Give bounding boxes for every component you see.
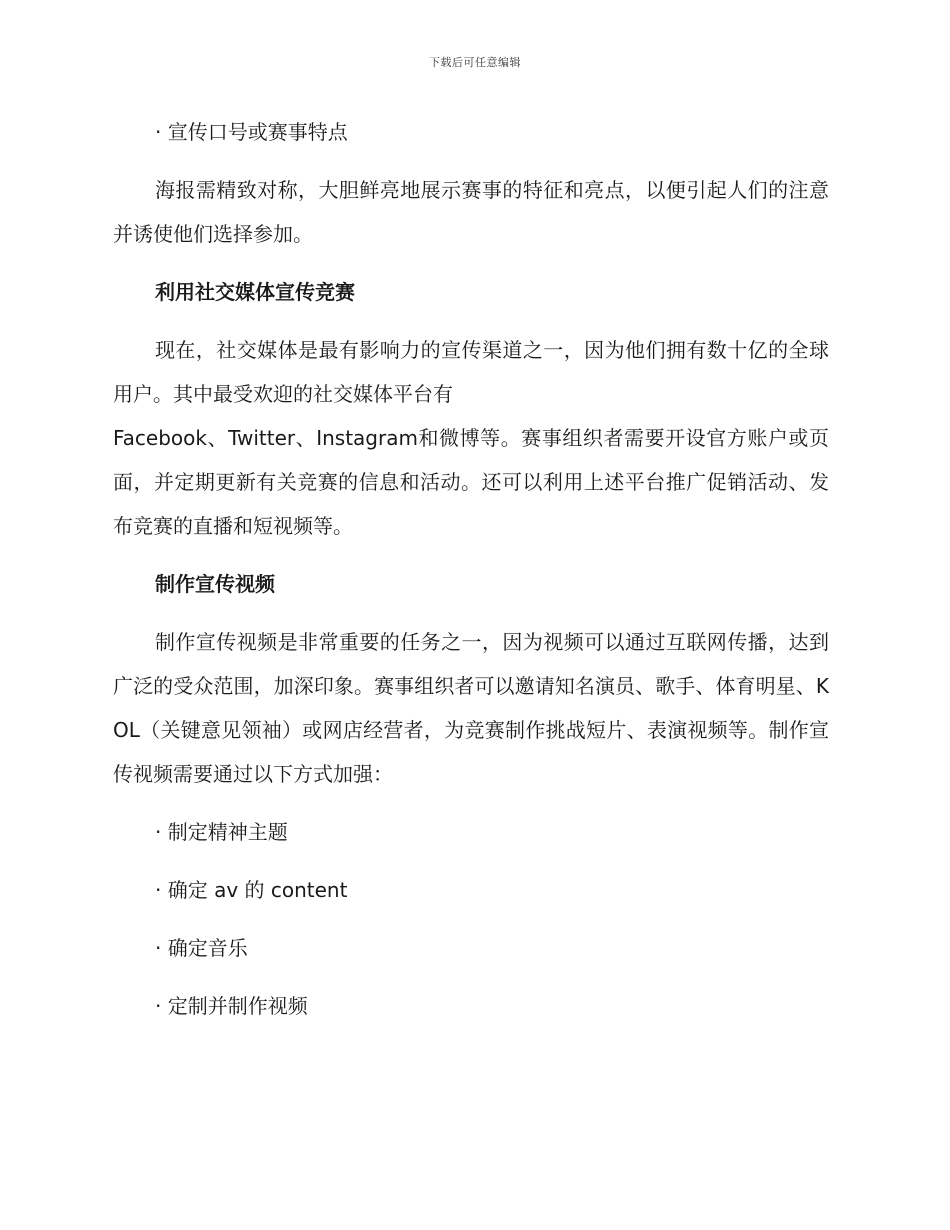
header-note: 下载后可任意编辑 — [429, 56, 521, 69]
heading-social-media: 利用社交媒体宣传竞赛 — [155, 280, 355, 304]
paragraph-social-media-intro: 现在，社交媒体是最有影响力的宣传渠道之一，因为他们拥有数十亿的全球用户。其中最受欢迎的社交媒体平台有 — [113, 338, 829, 406]
document-body — [113, 110, 829, 1028]
bullet-make-video: · 定制并制作视频 — [155, 994, 308, 1018]
paragraph-promo-video: 制作宣传视频是非常重要的任务之一，因为视频可以通过互联网传播，达到广泛的受众范围，加深印象。赛事组织者可以邀请知名演员、歌手、体育明星、KOL（关键意见领袖）或网店经营者，为竞赛制作挑战短片、表演视频等。制作宣传视频需要通过以下方式加强： — [113, 630, 829, 786]
bullet-slogan: · 宣传口号或赛事特点 — [155, 120, 348, 144]
paragraph-poster: 海报需精致对称，大胆鲜亮地展示赛事的特征和亮点，以便引起人们的注意并诱使他们选择参加。 — [113, 178, 829, 246]
paragraph-social-media-platforms: Facebook、Twitter、Instagram和微博等。赛事组织者需要开设官方账户或页面，并定期更新有关竞赛的信息和活动。还可以利用上述平台推广促销活动、发布竞赛的直播和短视频等。 — [113, 426, 829, 538]
bullet-theme: · 制定精神主题 — [155, 820, 288, 844]
bullet-music: · 确定音乐 — [155, 936, 248, 960]
heading-promo-video: 制作宣传视频 — [155, 572, 275, 596]
bullet-content: · 确定 av 的 content — [155, 878, 348, 902]
